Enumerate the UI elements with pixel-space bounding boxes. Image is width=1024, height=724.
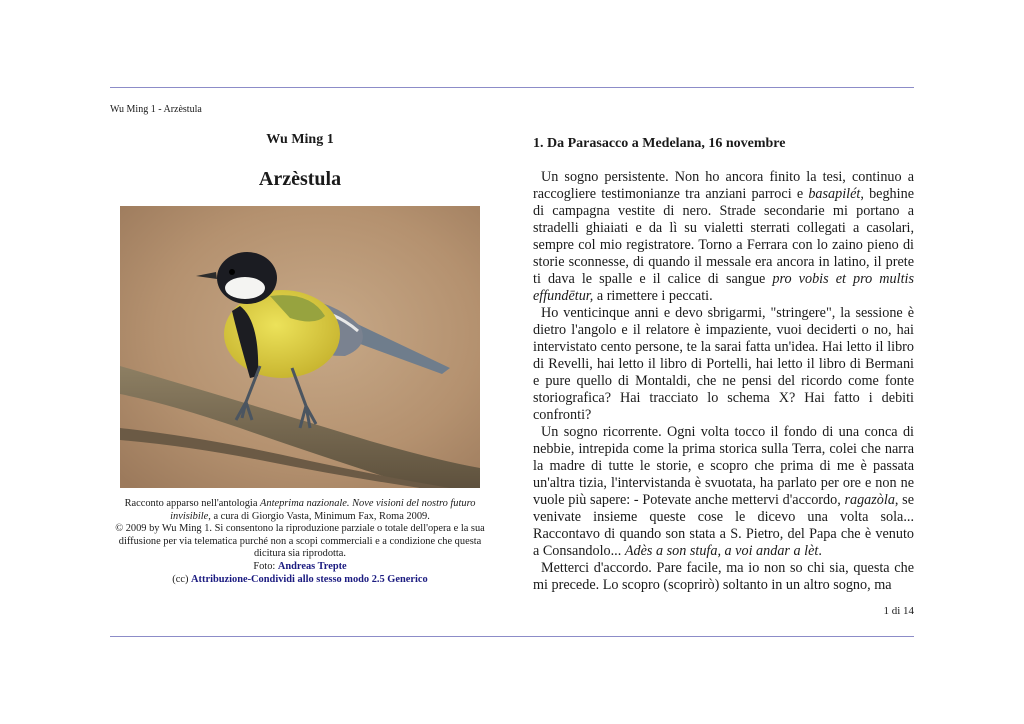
p3-text-b: , se venivate insieme queste cose le dicevo una volta sola... Raccontavo di quando son stata a S. Pietro, del Papa che è venuto a Consandolo... (533, 492, 914, 559)
paragraph-1 (533, 169, 914, 305)
p1-text-a: Un sogno persistente. Non ho ancora finito la tesi, continuo a raccogliere testimonianze tra anziani parroci e (533, 169, 914, 202)
story-title: Arzèstula (258, 168, 342, 190)
caption-intro: Racconto apparso nell'antologia (124, 498, 261, 509)
cc-label: (cc) (172, 573, 192, 585)
author-name: Wu Ming 1 (266, 132, 334, 147)
running-head: Wu Ming 1 - Arzèstula (110, 104, 202, 115)
p1-text-b: , beghine di campagna vestite di nero. Strade secondarie mi portano a stradelli ghiaiati e da lì su vialetti sterrati collegati a casolari, sempre col mio registratore. Torno a Ferrara con lo zaino pieno di storie sconnesse, di quando il messale era ancora in latino, il prete ti dava le spalle e il calice di sangue (533, 186, 914, 287)
p1-text-c: a rimettere i peccati. (593, 288, 713, 304)
photo-caption (110, 498, 490, 586)
cc-license-link[interactable]: Attribuzione-Condividi allo stesso modo 2.5 Generico (191, 573, 428, 585)
paragraph-3 (533, 424, 914, 560)
paragraph-4: Metterci d'accordo. Pare facile, ma io non so chi sia, questa che mi precede. Lo scopro (scoprirò) soltanto in un altro sogno, ma (533, 560, 914, 593)
left-column (110, 128, 490, 585)
bottom-rule (110, 636, 914, 637)
bird-photo (120, 206, 480, 488)
chapter-title: 1. Da Parasacco a Medelana, 16 novembre (533, 136, 786, 151)
page-number: 1 di 14 (883, 605, 914, 617)
photo-credit-label: Foto: (253, 560, 278, 572)
p1-italic-1: basapilét (808, 186, 861, 202)
paragraph-2: Ho venticinque anni e devo sbrigarmi, "stringere", la sessione è dietro l'angolo e il relatore è impaziente, vuoi deciderti o no, hai intervistato cento persone, te la sarai fatta un'idea. Hai letto il libro di Revelli, hai letto il libro di Portelli, hai letto il libro di Bermani e pure quello di Montaldi, che ne pensi del ricordo come fonte storiografica? Hai tracciato lo schema X? Hai fatto i debiti confronti? (533, 305, 914, 423)
p3-text-a: Un sogno ricorrente. Ogni volta tocco il fondo di una conca di nebbie, intrepida come la prima storica sulla Terra, colei che narra la madre di tutte le storie, e scopro che prima di me è passata un'altra tizia, l'intervistanda è svuotata, ha parlato per ore e non ne vuole più sapere: - Potevate anche mettervi d'accordo, (533, 424, 914, 508)
photo-author-link[interactable]: Andreas Trepte (277, 560, 347, 572)
anthology-title: Anteprima nazionale. Nove visioni del nostro futuro invisibile (170, 498, 476, 522)
top-rule (110, 87, 914, 88)
p3-italic-2: Adès a son stufa, a voi andar a lèt (624, 543, 819, 559)
right-column (533, 128, 914, 594)
caption-publication: , a cura di Giorgio Vasta, Minimum Fax, Roma 2009. (208, 510, 430, 522)
p1-italic-2: pro vobis et pro multis effundētur, (533, 271, 914, 304)
license-text: © 2009 by Wu Ming 1. Si consentono la riproduzione parziale o totale dell'opera e la sua diffusione per via telematica purché non a scopi commerciali e a condizione che questa dicitura sia riprodotta. (115, 523, 485, 560)
p3-italic-1: ragazòla (844, 492, 895, 508)
p3-text-c: . (818, 543, 822, 559)
